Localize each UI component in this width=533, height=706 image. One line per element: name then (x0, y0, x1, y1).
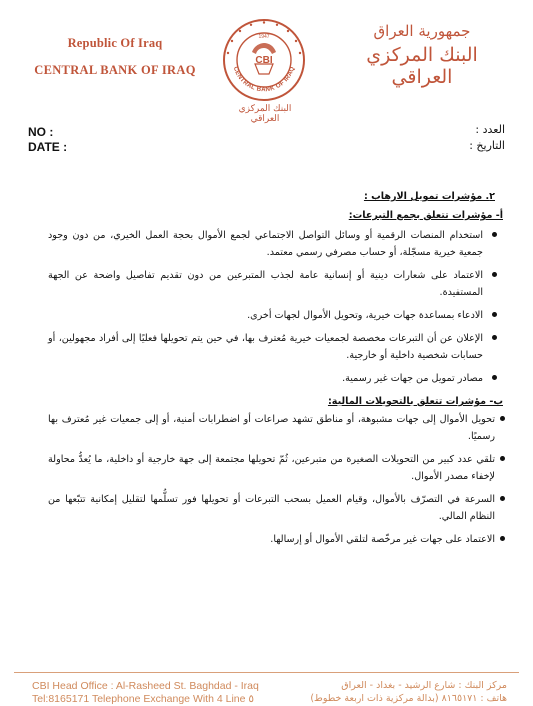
seal-caption: البنك المركزي العراقي (238, 104, 292, 124)
list-item: مصادر تمويل من جهات غير رسمية. (48, 370, 497, 387)
list-item: تلقي عدد كبير من التحويلات الصغيرة من متبرعين، ثُمّ تحويلها مجتمعة إلى جهة خارجية أو داخلية، ما يُعدُّ محاولة لإخفاء مصدر الأموال. (48, 451, 505, 485)
list-item: استخدام المنصات الرقمية أو وسائل التواصل الاجتماعي لجمع الأموال بحجة العمل الخيري، من دون وجود جمعية خيرية مسجّلة، أو حساب مصرفي رسمي معتمد. (48, 227, 497, 261)
list-item: تحويل الأموال إلى جهات مشبوهة، أو مناطق تشهد صراعات أو اضطرابات أمنية، أو إلى جمعيات غير مُعترف بها رسميًا. (48, 411, 505, 445)
cbi-seal-logo (222, 18, 306, 102)
footer-phone: Tel:8165171 Telephone Exchange With 4 Line (32, 693, 246, 705)
svg-text:CENTRAL BANK OF IRAQ (232, 66, 296, 94)
footer-divider (14, 672, 519, 673)
document-body (48, 188, 505, 554)
footer-arabic (310, 679, 507, 705)
letterhead-arabic (337, 22, 507, 88)
footer-address: CBI Head Office : Al-Rasheed St. Baghdad - Iraq (32, 680, 259, 692)
footer-english (32, 680, 259, 706)
letterhead-english (30, 36, 200, 78)
seal-year: 1947 (258, 34, 270, 40)
letterhead-ar-republic: جمهورية العراق (373, 22, 471, 40)
ar-date-label: التاريخ : (469, 139, 505, 152)
letterhead-ar-bank-name: البنك المركزي العراقي (366, 44, 478, 88)
number-label: NO : (28, 125, 54, 139)
footer-ar-phone: هاتف : ٨١٦٥١٧١ (بدالة مركزية ذات اربعة خطوط) (310, 693, 507, 704)
subsection-a-list (48, 227, 505, 387)
list-item: الاعتماد على جهات غير مرخّصة لتلقي الأموال أو إرسالها. (48, 531, 505, 548)
seal-ring-text: CENTRAL BANK OF IRAQ (231, 65, 297, 94)
list-item: الإعلان عن أن التبرعات مخصصة لجمعيات خيرية مُعترف بها، في حين يتم تحويلها فعليًا إلى أفراد مجهولين، أو حسابات شخصية داخلية أو خارجية. (48, 330, 497, 364)
section-title: ٢. مؤشرات تمويل الارهاب : (363, 191, 495, 202)
list-item: الادعاء بمساعدة جهات خيرية، وتحويل الأموال لجهات أخرى. (48, 307, 497, 324)
reference-english (28, 125, 67, 155)
list-item: السرعة في التصرّف بالأموال، وقيام العميل بسحب التبرعات أو تحويلها فور تسلُّمها لتقليل إمكانية تتبّعها من النظام المالي. (48, 491, 505, 525)
date-label: DATE : (28, 140, 68, 154)
ar-number-label: العدد : (475, 123, 505, 136)
letterhead-republic: Republic Of Iraq (67, 36, 163, 50)
subsection-a-title: أ- مؤشرات تتعلق بجمع التبرعات: (348, 210, 503, 221)
page-number: ٥ (248, 693, 255, 705)
footer-ar-address: مركز البنك : شارع الرشيد - بغداد - العراق (341, 680, 507, 691)
subsection-b-title: ب- مؤشرات تتعلق بالتحويلات المالية: (327, 396, 503, 407)
reference-arabic (469, 122, 505, 154)
letterhead-bank-name: CENTRAL BANK OF IRAQ (34, 63, 196, 77)
list-item: الاعتماد على شعارات دينية أو إنسانية عامة لجذب المتبرعين من دون تقديم تفاصيل واضحة عن الجهة المستفيدة. (48, 267, 497, 301)
seal-cbi-text: CBI (255, 55, 273, 66)
subsection-b-list (48, 411, 505, 548)
